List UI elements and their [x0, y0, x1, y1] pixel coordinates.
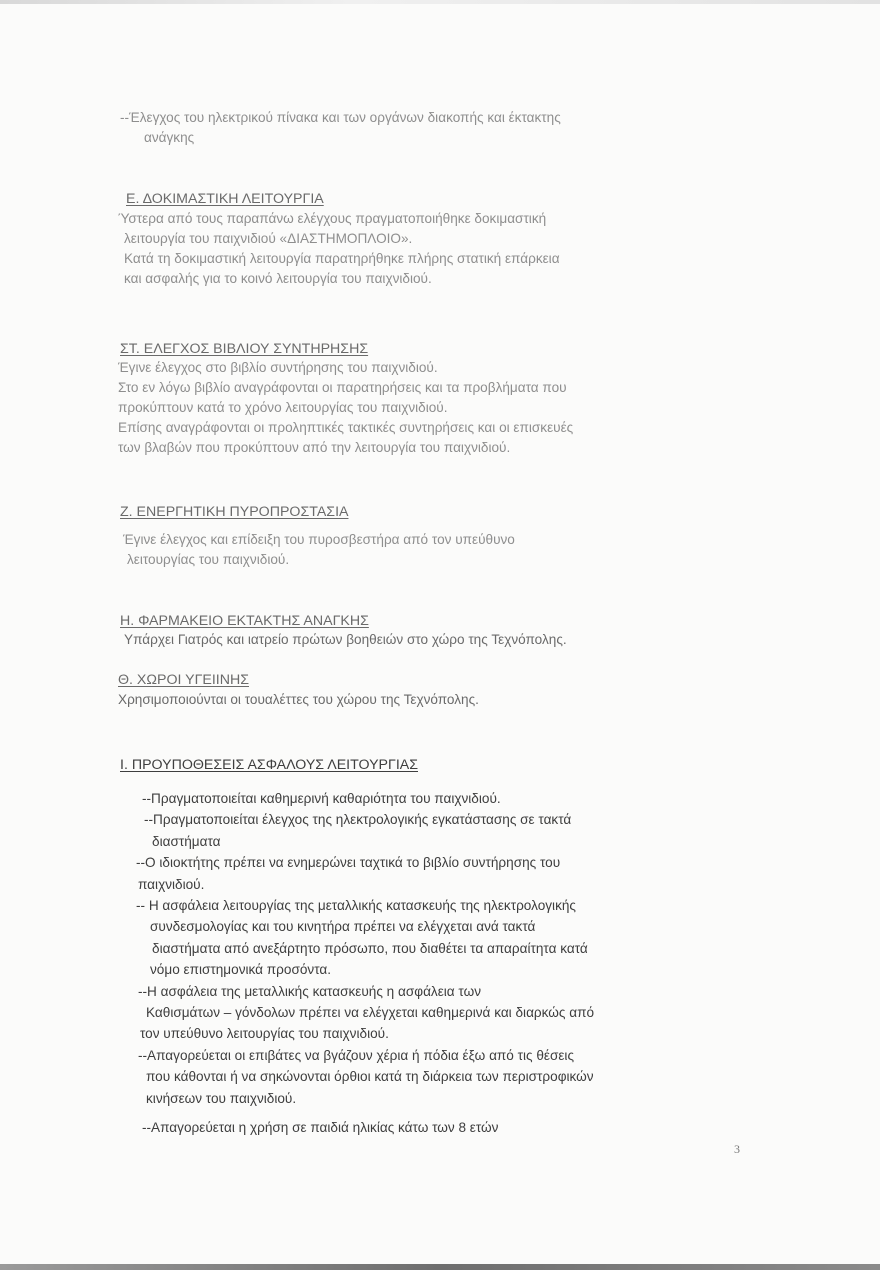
list-item: --Απαγορεύεται η χρήση σε παιδιά ηλικίας κάτω των 8 ετών — [142, 1120, 499, 1136]
scan-bottom-edge — [0, 1264, 880, 1270]
text-line: Υπάρχει Γιατρός και ιατρείο πρώτων βοηθειών στο χώρο της Τεχνόπολης. — [124, 632, 567, 647]
text-line: --Έλεγχος του ηλεκτρικού πίνακα και των οργάνων διακοπής και έκτακτης — [120, 110, 561, 125]
text-line: λειτουργίας του παιχνιδιού. — [127, 552, 290, 567]
list-item: --Η ασφάλεια της μεταλλικής κατασκευής η ασφάλεια των — [138, 983, 482, 999]
text-line: και ασφαλής για το κοινό λειτουργία του παιχνιδιού. — [124, 271, 432, 286]
text-line: των βλαβών που προκύπτουν από την λειτουργία του παιχνιδιού. — [118, 440, 511, 455]
scan-top-edge — [0, 0, 880, 4]
section-i-body — [134, 788, 594, 1139]
text-line: Στο εν λόγω βιβλίο αναγράφονται οι παρατηρήσεις και τα προβλήματα που — [118, 380, 567, 395]
section-th-body — [118, 690, 479, 710]
list-item: τον υπεύθυνο λειτουργίας του παιχνιδιού. — [140, 1026, 389, 1042]
text-line: Ύστερα από τους παραπάνω ελέγχους πραγματοποιήθηκε δοκιμαστική — [118, 211, 547, 226]
section-z-heading: Ζ. ΕΝΕΡΓΗΤΙΚΗ ΠΥΡΟΠΡΟΣΤΑΣΙΑ — [120, 504, 349, 520]
list-item: --Ο ιδιοκτήτης πρέπει να ενημερώνει ταχτικά το βιβλίο συντήρησης του — [136, 855, 561, 871]
text-line: Κατά τη δοκιμαστική λειτουργία παρατηρήθηκε πλήρης στατική επάρκεια — [124, 251, 560, 266]
list-item: που κάθονται ή να σηκώνονται όρθιοι κατά τη διάρκεια των περιστροφικών — [146, 1069, 594, 1085]
section-i-heading: Ι. ΠΡΟΥΠΟΘΕΣΕΙΣ ΑΣΦΑΛΟΥΣ ΛΕΙΤΟΥΡΓΙΑΣ — [120, 757, 418, 773]
section-z-body — [123, 530, 515, 570]
list-item: --Απαγορεύεται οι επιβάτες να βγάζουν χέρια ή πόδια έξω από τις θέσεις — [138, 1047, 575, 1063]
text-line: ανάγκης — [144, 130, 195, 145]
list-item: κινήσεων του παιχνιδιού. — [146, 1090, 297, 1106]
list-item: νόμο επιστημονικά προσόντα. — [150, 962, 332, 978]
text-line: προκύπτουν κατά το χρόνο λειτουργίας του παιχνιδιού. — [118, 400, 448, 415]
section-st-body — [118, 358, 573, 458]
section-th-heading: Θ. ΧΩΡΟΙ ΥΓΕΙΙΝΗΣ — [118, 672, 249, 688]
section-st-heading: ΣΤ. ΕΛΕΓΧΟΣ ΒΙΒΛΙΟΥ ΣΥΝΤΗΡΗΣΗΣ — [120, 341, 369, 357]
list-item: συνδεσμολογίας και του κινητήρα πρέπει να ελέγχεται ανά τακτά — [150, 919, 536, 935]
text-line: Επίσης αναγράφονται οι προληπτικές τακτικές συντηρήσεις και οι επισκευές — [118, 420, 574, 435]
list-item: -- Η ασφάλεια λειτουργίας της μεταλλικής κατασκευής της ηλεκτρολογικής — [136, 898, 576, 914]
section-h-body — [124, 630, 567, 650]
page-number: 3 — [734, 1142, 740, 1156]
list-item: παιχνιδιού. — [138, 876, 205, 892]
text-line: Χρησιμοποιούνται οι τουαλέττες του χώρου της Τεχνόπολης. — [118, 692, 479, 707]
list-item: --Πραγματοποιείται καθημερινή καθαριότητα του παιχνιδιού. — [142, 791, 501, 806]
intro-text — [120, 108, 561, 148]
text-line: Έγινε έλεγχος στο βιβλίο συντήρησης του παιχνιδιού. — [118, 360, 438, 375]
section-e-heading: Ε. ΔΟΚΙΜΑΣΤΙΚΗ ΛΕΙΤΟΥΡΓΙΑ — [126, 191, 324, 207]
list-item: διαστήματα από ανεξάρτητο πρόσωπο, που διαθέτει τα απαραίτητα κατά — [152, 940, 588, 956]
text-line: λειτουργία του παιχνιδιού «ΔΙΑΣΤΗΜΟΠΛΟΙΟ». — [124, 231, 413, 246]
section-h-heading: Η. ΦΑΡΜΑΚΕΙΟ ΕΚΤΑΚΤΗΣ ΑΝΑΓΚΗΣ — [120, 613, 369, 629]
list-item: Καθισμάτων – γόνδολων πρέπει να ελέγχεται καθημερινά και διαρκώς από — [146, 1005, 595, 1021]
section-e-body — [118, 209, 560, 289]
list-item: διαστήματα — [152, 833, 221, 849]
text-line: Έγινε έλεγχος και επίδειξη του πυροσβεστήρα από τον υπεύθυνο — [123, 532, 515, 547]
list-item: --Πραγματοποιείται έλεγχος της ηλεκτρολογικής εγκατάστασης σε τακτά — [144, 812, 572, 828]
